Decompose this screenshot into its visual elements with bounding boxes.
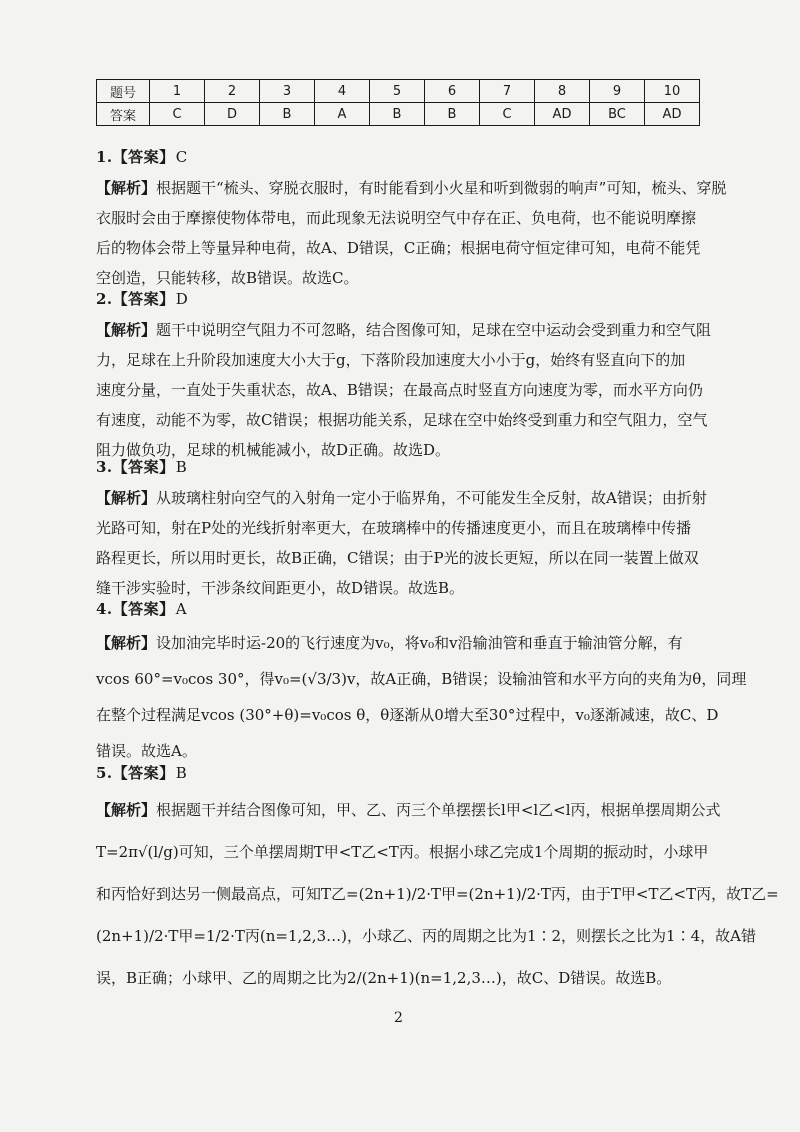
table-row-numbers — [97, 80, 700, 103]
analysis-text: 【解析】题干中说明空气阻力不可忽略，结合图像可知，足球在空中运动会受到重力和空气阻 力，足球在上升阶段加速度大小大于g，下落阶段加速度大小小于g，始终有竖直向下的加 速度分量，一直处于失重状态，故A、B错误；在最高点时竖直方向速度为零，而水平方向仍 有速度，动能不为零，故C错误；根据功能关系，足球在空中始终受到重力和空气阻力，空气 阻力做负功，足球的机械能减小，故D正确。故选D。 — [96, 321, 712, 459]
question-block-3 — [96, 456, 716, 603]
analysis-text: 【解析】根据题干“梳头、穿脱衣服时，有时能看到小火星和听到微弱的响声”可知，梳头、穿脱 衣服时会由于摩擦使物体带电，而此现象无法说明空气中存在正、负电荷，也不能说明摩擦 后的物体会带上等量异种电荷，故A、D错误，C正确；根据电荷守恒定律可知，电荷不能凭 空创造，只能转移，故B错误。故选C。 — [96, 179, 727, 287]
analysis-text: 【解析】根据题干并结合图像可知，甲、乙、丙三个单摆摆长l甲<l乙<l丙，根据单摆周期公式 T=2π√(l/g)可知，三个单摆周期T甲<T乙<T丙。根据小球乙完成1个周期的振动时，小球甲 和丙恰好到达另一侧最高点，可知T乙=(2n+1)/2·T甲=(2n+1)/2·T丙，由于T甲<T乙<T丙，故T乙= (2n+1)/2·T甲=1/2·T丙(n=1,2,3…)，小球乙、丙的周期之比为1∶2，则摆长之比为1∶4，故A错 误，B正确；小球甲、乙的周期之比为2/(2n+1)(n=1,2,3…)，故C、D错误。故选B。 — [96, 801, 779, 987]
table-cell-number: 7 — [480, 80, 535, 103]
table-cell-number: 10 — [645, 80, 700, 103]
table-cell-number: 2 — [205, 80, 260, 103]
answer-line: 5.【答案】B — [96, 764, 188, 782]
table-cell-number: 3 — [260, 80, 315, 103]
table-row-answers — [97, 103, 700, 126]
table-cell-answer: B — [425, 103, 480, 126]
table-cell-number: 1 — [150, 80, 205, 103]
table-answer-label: 答案 — [97, 103, 150, 126]
answer-line: 4.【答案】A — [96, 600, 188, 618]
table-cell-number: 4 — [315, 80, 370, 103]
table-cell-number: 9 — [590, 80, 645, 103]
table-cell-answer: AD — [535, 103, 590, 126]
answer-line: 3.【答案】B — [96, 458, 188, 476]
answer-table — [96, 79, 700, 126]
question-block-4 — [96, 598, 747, 769]
table-cell-answer: A — [315, 103, 370, 126]
answer-line: 1.【答案】C — [96, 148, 188, 166]
table-cell-answer: C — [480, 103, 535, 126]
table-cell-answer: B — [370, 103, 425, 126]
table-cell-answer: BC — [590, 103, 645, 126]
table-cell-answer: C — [150, 103, 205, 126]
table-cell-answer: AD — [645, 103, 700, 126]
page-number: 2 — [394, 1010, 403, 1026]
question-block-1 — [96, 146, 727, 293]
table-header-label: 题号 — [97, 80, 150, 103]
table-cell-number: 6 — [425, 80, 480, 103]
answer-line: 2.【答案】D — [96, 290, 189, 308]
table-cell-answer: D — [205, 103, 260, 126]
table-cell-answer: B — [260, 103, 315, 126]
analysis-text: 【解析】设加油完毕时运-20的飞行速度为v₀，将v₀和v沿输油管和垂直于输油管分解，有 vcos 60°=v₀cos 30°，得v₀=(√3/3)v，故A正确，B错误；设输油管和水平方向的夹角为θ，同理 在整个过程满足vcos (30°+θ)=v₀cos θ，θ逐渐从0增大至30°过程中，v₀逐渐减速，故C、D 错误。故选A。 — [96, 634, 747, 760]
table-cell-number: 5 — [370, 80, 425, 103]
question-block-2 — [96, 288, 716, 465]
table-cell-number: 8 — [535, 80, 590, 103]
question-block-5 — [96, 762, 779, 999]
analysis-text: 【解析】从玻璃柱射向空气的入射角一定小于临界角，不可能发生全反射，故A错误；由折射 光路可知，射在P处的光线折射率更大，在玻璃棒中的传播速度更小，而且在玻璃棒中传播 路程更长，所以用时更长，故B正确，C错误；由于P光的波长更短，所以在同一装置上做双 缝干涉实验时，干涉条纹间距更小，故D错误。故选B。 — [96, 489, 707, 597]
